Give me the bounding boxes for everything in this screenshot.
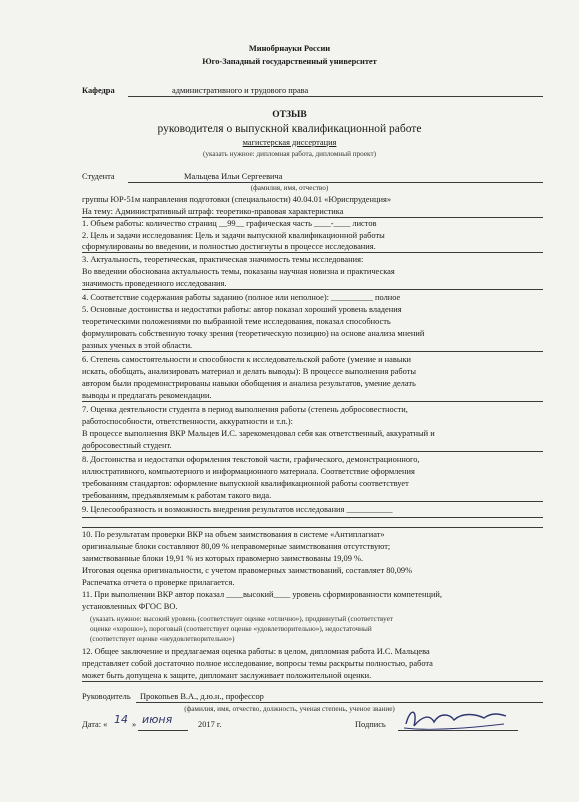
item-6-underline: [82, 401, 543, 402]
item-10-text-1: оригинальные блоки составляют 80,09 % неправомерные заимствования отсутствуют;: [82, 542, 391, 551]
item-3-text: Во введении обоснована актуальность темы, показаны научная новизна и практическая: [82, 267, 395, 276]
date-month-underline: [138, 730, 188, 731]
item-7-text-3: добросовестный студент.: [82, 441, 172, 450]
topic-line: На тему: Административный штраф: теоретико-правовая характеристика: [82, 207, 344, 216]
item-5: 5. Основные достоинства и недостатки работы: автор показал хороший уровень владения: [82, 305, 402, 314]
item-12-text-2: может быть допущена к защите, дипломант заслуживает положительной оценки.: [82, 671, 372, 680]
supervisor-underline: [136, 702, 543, 703]
item-10-text-4: Распечатка отчета о проверке прилагается.: [82, 578, 235, 587]
item-7-text-2: В процессе выполнения ВКР Мальцев И.С. зарекомендовал себя как ответственный, аккуратный и: [82, 429, 435, 438]
supervisor-value: Прокопьев В.А., д.ю.н., профессор: [140, 692, 264, 701]
item-4: 4. Соответствие содержания работы заданию (полное или неполное): __________ полное: [82, 293, 401, 302]
date-mid: »: [132, 720, 137, 729]
item-7: 7. Оценка деятельности студента в период выполнения работы (степень добросовестности,: [82, 405, 408, 414]
item-5-text-2: формулировать собственную точку зрения (теоретическую позицию) на основе анализа мнений: [82, 329, 425, 338]
department-label: Кафедра: [82, 86, 115, 95]
university-heading: Юго-Западный государственный университет: [202, 57, 377, 66]
topic-underline: [82, 217, 543, 218]
item-11-hint-1: (указать нужное: высокий уровень (соответствует оценке «отлично»), продвинутый (соответствует: [90, 615, 393, 623]
item-6-text-2: автором были продемонстрированы навыки обобщения и анализа результатов, умение делать: [82, 379, 416, 388]
item-8: 8. Достоинства и недостатки оформления текстовой части, графического, демонстрационного,: [82, 455, 420, 464]
item-6-text-1: искать, обобщать, анализировать материал и делать выводы): В процессе выполнения работы: [82, 367, 416, 376]
item-9: 9. Целесообразность и возможность внедрения результатов исследования ___________: [82, 505, 393, 514]
department-underline: [128, 96, 543, 97]
item-5-underline: [82, 351, 543, 352]
item-6: 6. Степень самостоятельности и способности к исследовательской работе (умение и навыки: [82, 355, 412, 364]
department-value: административного и трудового права: [172, 86, 309, 95]
item-8-text-3: требованиям, предъявляемым к работам такого вида.: [82, 491, 272, 500]
date-label: Дата: «: [82, 720, 108, 729]
item-7-text-1: работоспособности, ответственности, аккуратности и т.п.):: [82, 417, 293, 426]
item-10: 10. По результатам проверки ВКР на объем заимствования в системе «Антиплагиат»: [82, 530, 385, 539]
item-12: 12. Общее заключение и предлагаемая оценка работы: в целом, дипломная работа И.С. Мальцева: [82, 647, 430, 656]
document-title: ОТЗЫВ: [272, 110, 307, 120]
work-type: магистерская диссертация: [242, 138, 337, 147]
item-8-text-2: требованиям стандартов: оформление выпускной квалификационной работы соответствует: [82, 479, 409, 488]
ministry-heading: Минобрнауки России: [248, 44, 331, 53]
item-2: 2. Цель и задачи исследования: Цель и задачи выпускной квалификационной работы: [82, 231, 385, 240]
student-name-hint: (фамилия, имя, отчество): [250, 184, 329, 192]
item-11-hint-2: оценке «хорошо»), пороговый (соответствует оценке «удовлетворительно»), недостаточный: [90, 625, 372, 633]
item-3-underline: [82, 289, 543, 290]
group-line: группы ЮР-51м направления подготовки (специальности) 40.04.01 «Юриспруденция»: [82, 195, 392, 204]
item-8-text-1: иллюстративного, компьютерного и информационного материала. Соответствие оформления: [82, 467, 415, 476]
item-1: 1. Объем работы: количество страниц __99__ графическая часть ____-____ листов: [82, 219, 377, 228]
supervisor-label: Руководитель: [82, 692, 131, 701]
item-11-hint-3: (соответствует оценке «неудовлетворительно»): [90, 635, 235, 643]
item-2-cont: сформулированы во введении, и полностью достигнуты в процессе исследования.: [82, 242, 376, 251]
item-10-text-3: Итоговая оценка оригинальности, с учетом правомерных заимствований, составляет 80,09%: [82, 566, 413, 575]
document-subtitle: руководителя о выпускной квалификационной работе: [157, 123, 422, 135]
date-day: 14: [114, 713, 128, 726]
item-10-text-2: заимствованные блоки 19,91 % из которых правомерно заимствованы 19,09 %.: [82, 554, 364, 563]
item-3-text-cont: значимость проведенного исследования.: [82, 279, 227, 288]
student-name: Мальцева Ильи Сергеевича: [184, 172, 283, 181]
item-12-text-1: представляет собой достаточно полное исследование, вопросы темы раскрыты полностью, работа: [82, 659, 433, 668]
item-5-text-1: теоретическими положениями по выбранной теме исследования, показал способность: [82, 317, 391, 326]
signature-mark: [400, 704, 510, 734]
item-12-underline: [82, 681, 543, 682]
item-11: 11. При выполнении ВКР автор показал ____высокий____ уровень сформированности компетенций,: [82, 590, 443, 599]
signature-label: Подпись: [355, 720, 386, 729]
item-11-text: установленных ФГОС ВО.: [82, 602, 178, 611]
work-type-hint: (указать нужное: дипломная работа, дипломный проект): [203, 150, 376, 158]
item-6-text-3: выводы и предлагать рекомендации.: [82, 391, 212, 400]
item-2-underline: [82, 252, 543, 253]
item-7-underline: [82, 451, 543, 452]
student-label: Студента: [82, 172, 115, 181]
item-3: 3. Актуальность, теоретическая, практическая значимость темы исследования:: [82, 255, 364, 264]
item-9-underline-2: [82, 527, 543, 528]
date-year: 2017 г.: [198, 720, 222, 729]
item-8-underline: [82, 501, 543, 502]
supervisor-hint: (фамилия, имя, отчество, должность, ученая степень, ученое звание): [184, 705, 395, 713]
date-month: июня: [142, 713, 173, 726]
item-5-text-3: разных ученых в этой области.: [82, 341, 193, 350]
item-9-underline-1: [82, 517, 543, 518]
